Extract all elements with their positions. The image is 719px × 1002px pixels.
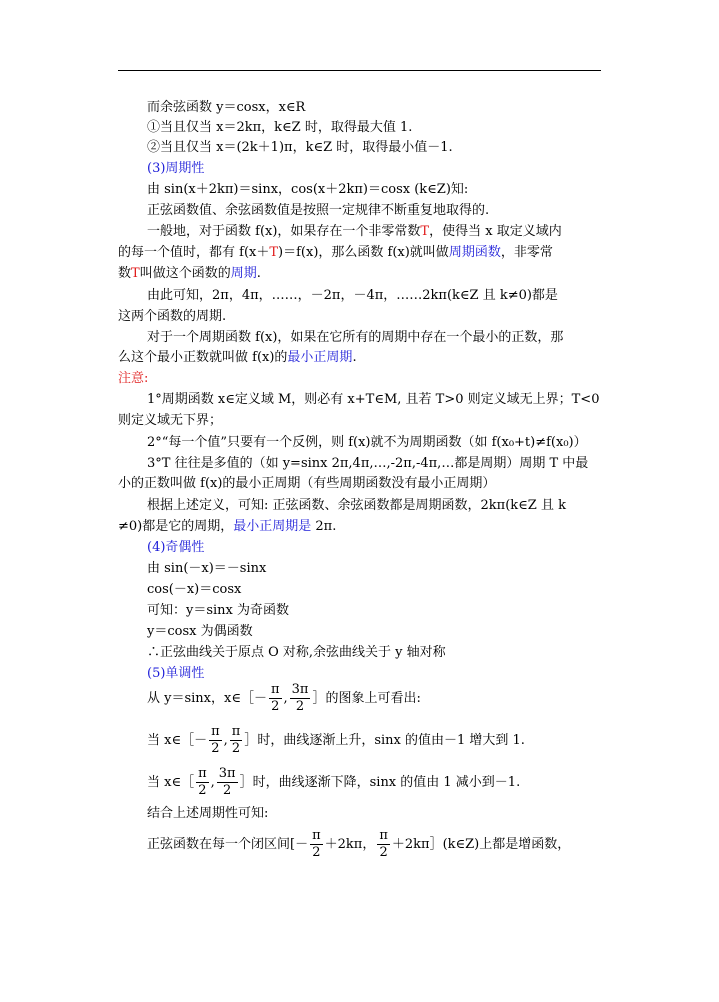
mono-line-1: 从 y＝sinx，x∈［－ $\frac{\pi}{2}$ , $\frac{3\pi}{2}$ ］的图象上可看出: [147,682,421,714]
note-1a: 1°周期函数 x∈定义域 M，则必有 x+T∈M, 且若 T>0 则定义域无上界；T<0 [147,392,600,407]
note-3a: 3°T 往往是多值的（如 y=sinx 2π,4π,…,-2π,-4π,…都是周期）周期 T 中最 [147,456,589,471]
mono-line-2: 当 x∈［－ $\frac{\pi}{2}$ , $\frac{\pi}{2}$ ］时，曲线逐渐上升，sinx 的值由－1 增大到 1. [147,724,525,756]
line-symmetry: ∴正弦曲线关于原点 O 对称,余弦曲线关于 y 轴对称 [147,645,446,660]
para-min-period-1: 对于一个周期函数 f(x)，如果在它所有的周期中存在一个最小的正数，那 [147,330,564,345]
line-cos-def: 而余弦函数 y＝cosx，x∈R [147,100,306,115]
line-cos-even: y＝cosx 为偶函数 [147,624,253,639]
header-rule [118,70,601,71]
line-cos-min: ②当且仅当 x＝(2k＋1)π，k∈Z 时，取得最小值－1. [147,140,453,155]
para-def-1: 一般地，对于函数 f(x)，如果存在一个非零常数T，使得当 x 取定义域内 [147,224,562,239]
section-periodicity: (3)周期性 [147,161,205,176]
mono-line-5: 正弦函数在每一个闭区间[－ $\frac{\pi}{2}$ ＋2kπ， $\frac{\pi}{2}$ ＋2kπ］(k∈Z)上都是增函数， [147,828,571,860]
fraction-pi-over-2: $\frac{\pi}{2}$ [231,724,241,756]
section-monotonicity: (5)单调性 [147,666,205,681]
fraction-3pi-over-2: $\frac{3\pi}{2}$ [291,682,309,714]
link-period[interactable]: 周期 [230,266,257,281]
note-3b: 小的正数叫做 f(x)的最小正周期（有些周期函数没有最小正周期） [118,476,496,491]
mono-line-4: 结合上述周期性可知: [147,806,269,821]
note-2: 2°“每一个值”只要有一个反例，则 f(x)就不为周期函数（如 f(x₀+t)≠f(x₀)） [147,435,587,450]
fraction-3pi-over-2: $\frac{3\pi}{2}$ [218,766,236,798]
line-periodic-identity: 由 sin(x＋2kπ)＝sinx，cos(x＋2kπ)＝cosx (k∈Z)知: [147,182,469,197]
note-1b: 则定义域无下界； [118,413,223,428]
para-min-period-2: 么这个最小正数就叫做 f(x)的最小正周期. [118,350,357,365]
fraction-pi-over-2: $\frac{\pi}{2}$ [211,724,220,756]
para-periods-2: 这两个函数的周期. [118,309,227,324]
para-periods-1: 由此可知，2π，4π，……，－2π，－4π，……2kπ(k∈Z 且 k≠0)都是 [147,288,558,303]
line-sin-odd: 可知：y＝sinx 为奇函数 [147,603,290,618]
fraction-pi-over-2: $\frac{\pi}{2}$ [198,766,207,798]
note-label: 注意: [118,371,149,386]
line-cos-max: ①当且仅当 x＝2kπ，k∈Z 时，取得最大值 1. [147,120,413,135]
para-def-2: 的每一个值时，都有 f(x＋T)＝f(x)，那么函数 f(x)就叫做周期函数，非零常 [118,245,553,260]
line-repeat: 正弦函数值、余弦函数值是按照一定规律不断重复地取得的. [147,203,490,218]
link-periodic-function[interactable]: 周期函数 [448,245,501,260]
section-parity: (4)奇偶性 [147,540,205,555]
fraction-pi-over-2: $\frac{\pi}{2}$ [270,682,280,714]
line-cos-even-identity: cos(－x)＝cosx [147,582,242,597]
fraction-pi-over-2: $\frac{\pi}{2}$ [379,828,388,860]
note-4b: ≠0)都是它的周期，最小正周期是 2π. [118,519,337,534]
para-def-3: 数T叫做这个函数的周期. [118,266,261,281]
link-min-period-2[interactable]: 最小正周期是 [233,519,312,534]
note-4a: 根据上述定义，可知: 正弦函数、余弦函数都是周期函数，2kπ(k∈Z 且 k [147,498,566,513]
mono-line-3: 当 x∈［ $\frac{\pi}{2}$ , $\frac{3\pi}{2}$ ］时，曲线逐渐下降，sinx 的值由 1 减小到－1. [147,766,521,798]
fraction-pi-over-2: $\frac{\pi}{2}$ [312,828,321,860]
line-sin-odd-identity: 由 sin(－x)＝－sinx [147,561,267,576]
link-min-period[interactable]: 最小正周期 [287,350,353,365]
